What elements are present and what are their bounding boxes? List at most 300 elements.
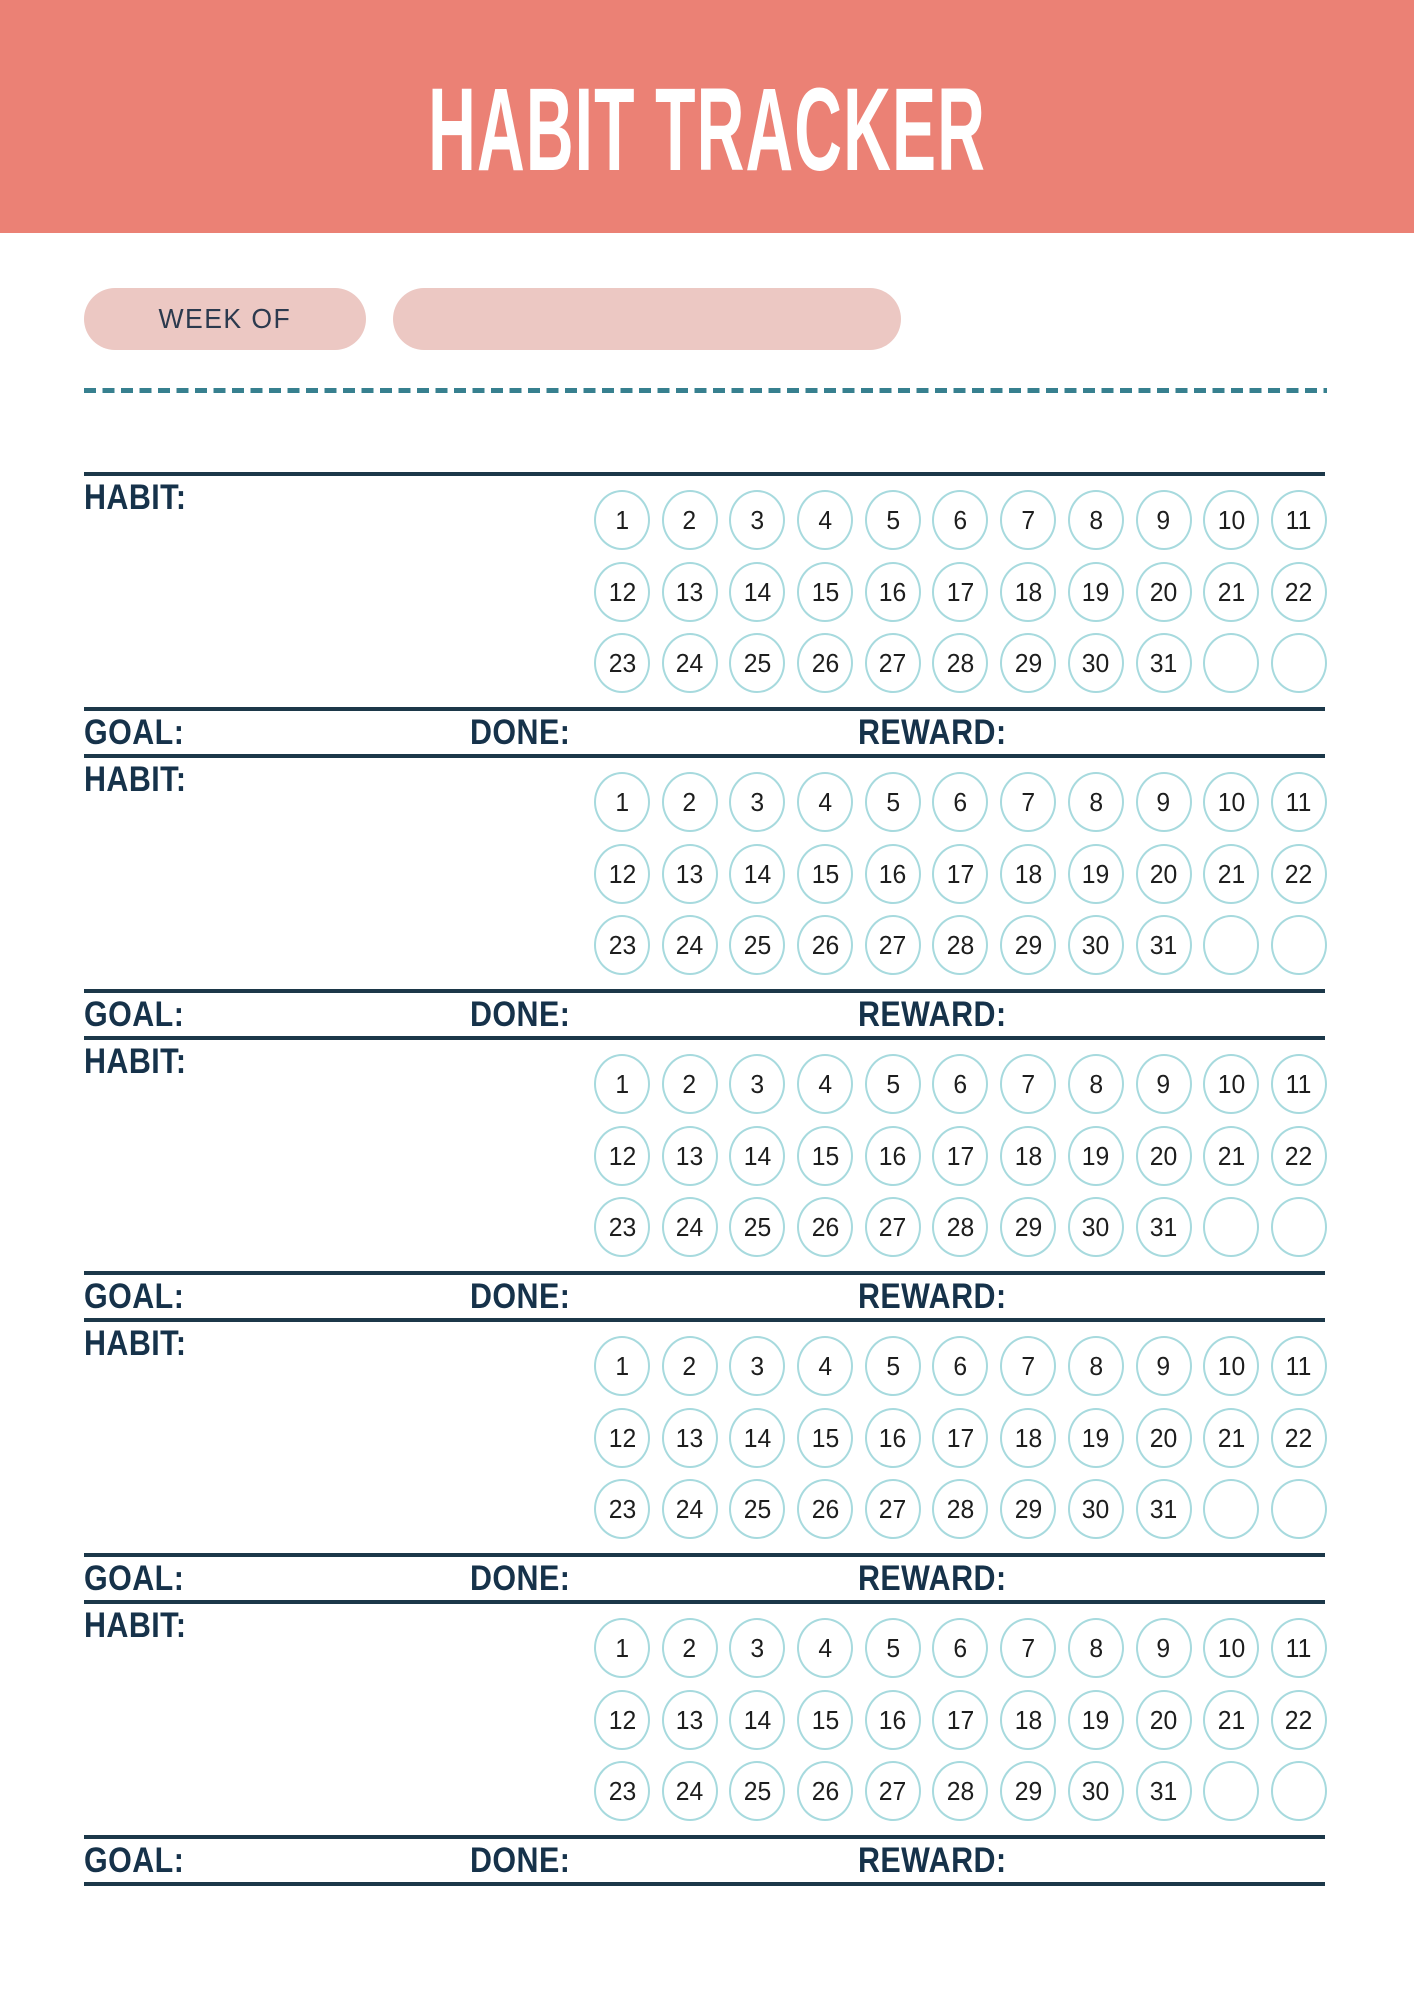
day-circle-row: [594, 633, 1327, 693]
day-circle[interactable]: [932, 1618, 988, 1678]
day-number: 27: [879, 1211, 907, 1242]
section-bottom-rule: [84, 1882, 1325, 1886]
day-circle[interactable]: [865, 490, 921, 550]
day-number: 21: [1217, 858, 1245, 889]
day-number: 15: [811, 1704, 839, 1735]
section-mid-rule: [84, 1553, 1325, 1557]
day-circle[interactable]: [797, 490, 853, 550]
blank-day-circle[interactable]: [1271, 1479, 1327, 1539]
day-circle[interactable]: [1136, 1126, 1192, 1186]
day-circle[interactable]: [1271, 490, 1327, 550]
day-circle[interactable]: [594, 844, 650, 904]
day-circle-row: [594, 562, 1327, 622]
day-circle[interactable]: [662, 1761, 718, 1821]
day-circle[interactable]: [729, 562, 785, 622]
day-circle[interactable]: [1136, 1054, 1192, 1114]
day-circle[interactable]: [1068, 844, 1124, 904]
day-number: 26: [811, 1493, 839, 1524]
day-number: 6: [953, 786, 968, 817]
day-circle[interactable]: [932, 562, 988, 622]
day-circle[interactable]: [865, 1690, 921, 1750]
day-circle[interactable]: [594, 1197, 650, 1257]
day-circle[interactable]: [594, 1054, 650, 1114]
day-circle[interactable]: [594, 1479, 650, 1539]
day-number: 27: [879, 1493, 907, 1524]
week-of-label: WEEK OF: [158, 303, 292, 334]
day-number: 14: [743, 1422, 772, 1453]
day-circle[interactable]: [662, 1408, 718, 1468]
day-circle-row: [594, 1336, 1327, 1396]
day-circle[interactable]: [1068, 1054, 1124, 1114]
section-top-rule: [84, 754, 1325, 758]
day-number: 12: [608, 858, 636, 889]
day-circle[interactable]: [594, 1761, 650, 1821]
day-circle[interactable]: [1136, 915, 1192, 975]
day-circle[interactable]: [797, 562, 853, 622]
day-number: 30: [1082, 1211, 1110, 1242]
day-number: 2: [682, 1632, 697, 1663]
day-number: 16: [879, 1704, 907, 1735]
day-number: 27: [879, 929, 907, 960]
day-circle[interactable]: [1068, 915, 1124, 975]
day-circle[interactable]: [1000, 1690, 1056, 1750]
day-number: 24: [675, 929, 704, 960]
day-number: 21: [1217, 1422, 1245, 1453]
day-number: 22: [1285, 1422, 1313, 1453]
section-top-rule: [84, 1318, 1325, 1322]
day-number: 10: [1217, 504, 1245, 535]
day-circle[interactable]: [932, 772, 988, 832]
day-circle[interactable]: [865, 1336, 921, 1396]
day-circle[interactable]: [797, 1408, 853, 1468]
day-circle[interactable]: [662, 562, 718, 622]
day-number: 27: [879, 1775, 907, 1806]
day-number: 31: [1149, 647, 1178, 678]
section-mid-rule: [84, 707, 1325, 711]
habit-label: HABIT:: [84, 478, 187, 517]
day-circle[interactable]: [797, 633, 853, 693]
day-circle[interactable]: [932, 844, 988, 904]
day-circle[interactable]: [932, 915, 988, 975]
day-number: 4: [818, 504, 832, 535]
day-circle[interactable]: [1271, 1126, 1327, 1186]
day-number: 26: [811, 647, 839, 678]
day-circle[interactable]: [662, 1479, 718, 1539]
day-circle[interactable]: [662, 915, 718, 975]
day-circle[interactable]: [1203, 1054, 1259, 1114]
day-circle[interactable]: [1203, 844, 1259, 904]
day-circle[interactable]: [797, 1054, 853, 1114]
day-circle[interactable]: [594, 1336, 650, 1396]
day-number: 7: [1021, 1350, 1035, 1381]
day-number: 22: [1285, 1704, 1313, 1735]
day-number: 9: [1156, 1068, 1171, 1099]
day-number: 10: [1217, 1632, 1245, 1663]
day-circle[interactable]: [729, 633, 785, 693]
day-circle-row: [594, 1479, 1327, 1539]
day-number: 7: [1021, 1632, 1035, 1663]
day-circle[interactable]: [1203, 1336, 1259, 1396]
day-number: 16: [879, 576, 907, 607]
day-circle[interactable]: [594, 490, 650, 550]
day-circle[interactable]: [1068, 1197, 1124, 1257]
day-circle[interactable]: [729, 490, 785, 550]
reward-label: REWARD:: [858, 1841, 1007, 1880]
day-circle[interactable]: [729, 1336, 785, 1396]
blank-day-circle[interactable]: [1203, 1761, 1259, 1821]
day-number: 25: [743, 1775, 772, 1806]
day-number: 20: [1149, 1140, 1178, 1171]
blank-day-circle[interactable]: [1271, 1197, 1327, 1257]
day-circle[interactable]: [729, 1197, 785, 1257]
day-circle[interactable]: [797, 772, 853, 832]
day-circle[interactable]: [797, 1336, 853, 1396]
day-number: 14: [743, 858, 772, 889]
day-circle[interactable]: [1203, 1408, 1259, 1468]
day-circle[interactable]: [1271, 844, 1327, 904]
day-circle[interactable]: [932, 1197, 988, 1257]
day-number: 12: [608, 1704, 636, 1735]
day-circle[interactable]: [729, 1126, 785, 1186]
goal-label: GOAL:: [84, 713, 185, 752]
day-number: 20: [1149, 1422, 1178, 1453]
day-circle[interactable]: [1136, 1479, 1192, 1539]
day-circle[interactable]: [1203, 562, 1259, 622]
day-circle[interactable]: [1000, 1408, 1056, 1468]
day-circle[interactable]: [1271, 1408, 1327, 1468]
day-circle[interactable]: [1000, 562, 1056, 622]
day-number: 13: [675, 1704, 704, 1735]
day-number: 25: [743, 1211, 772, 1242]
day-circle[interactable]: [1136, 1408, 1192, 1468]
day-circle[interactable]: [1068, 1618, 1124, 1678]
day-circle[interactable]: [1000, 772, 1056, 832]
day-number: 24: [675, 1775, 704, 1806]
day-circle[interactable]: [1068, 1336, 1124, 1396]
day-number: 11: [1286, 1350, 1312, 1381]
day-circle[interactable]: [797, 915, 853, 975]
day-circle[interactable]: [662, 490, 718, 550]
day-number: 14: [743, 1704, 772, 1735]
day-circle[interactable]: [932, 1479, 988, 1539]
day-circle[interactable]: [932, 1761, 988, 1821]
day-circle[interactable]: [1203, 1690, 1259, 1750]
day-number: 18: [1014, 576, 1042, 607]
day-circle[interactable]: [1271, 772, 1327, 832]
day-circle[interactable]: [729, 1618, 785, 1678]
day-number: 29: [1014, 1493, 1042, 1524]
day-circle[interactable]: [865, 1054, 921, 1114]
day-circle[interactable]: [1000, 1197, 1056, 1257]
day-circle[interactable]: [1136, 633, 1192, 693]
day-circle[interactable]: [1271, 562, 1327, 622]
day-circle[interactable]: [594, 915, 650, 975]
day-circle[interactable]: [729, 1054, 785, 1114]
day-circle-row: [594, 1408, 1327, 1468]
day-number: 6: [953, 1632, 968, 1663]
day-circle[interactable]: [932, 1336, 988, 1396]
day-number: 2: [682, 1068, 697, 1099]
day-number: 17: [946, 576, 975, 607]
day-circle[interactable]: [1136, 490, 1192, 550]
day-number: 4: [818, 1350, 832, 1381]
day-circle[interactable]: [662, 1197, 718, 1257]
day-number: 7: [1021, 786, 1035, 817]
day-number: 17: [946, 1704, 975, 1735]
day-number: 14: [743, 1140, 772, 1171]
day-circle[interactable]: [1271, 1336, 1327, 1396]
day-number: 10: [1217, 1350, 1245, 1381]
day-circle[interactable]: [662, 1690, 718, 1750]
day-circle[interactable]: [865, 1408, 921, 1468]
day-circle[interactable]: [932, 633, 988, 693]
day-circle[interactable]: [1000, 1479, 1056, 1539]
day-circle[interactable]: [1068, 562, 1124, 622]
habit-label: HABIT:: [84, 1324, 187, 1363]
day-circle[interactable]: [797, 844, 853, 904]
day-number: 29: [1014, 1211, 1042, 1242]
day-number: 21: [1217, 576, 1245, 607]
day-circle[interactable]: [865, 1479, 921, 1539]
day-circle[interactable]: [1000, 844, 1056, 904]
day-circle[interactable]: [729, 844, 785, 904]
day-circle[interactable]: [1203, 1618, 1259, 1678]
day-circle[interactable]: [797, 1479, 853, 1539]
day-circle[interactable]: [594, 1126, 650, 1186]
done-label: DONE:: [470, 1841, 571, 1880]
section-top-rule: [84, 472, 1325, 476]
day-circle[interactable]: [729, 915, 785, 975]
day-circle[interactable]: [1000, 915, 1056, 975]
day-circle[interactable]: [865, 633, 921, 693]
goal-label: GOAL:: [84, 995, 185, 1034]
day-number: 2: [682, 786, 697, 817]
day-number: 7: [1021, 504, 1035, 535]
day-circle[interactable]: [662, 1336, 718, 1396]
blank-day-circle[interactable]: [1203, 1197, 1259, 1257]
day-number: 9: [1156, 504, 1171, 535]
day-circle[interactable]: [662, 772, 718, 832]
header-banner: [0, 0, 1414, 233]
blank-day-circle[interactable]: [1271, 1761, 1327, 1821]
day-number: 1: [615, 1350, 629, 1381]
day-circle[interactable]: [1068, 1126, 1124, 1186]
day-circle-row: [594, 1126, 1327, 1186]
day-number: 25: [743, 929, 772, 960]
day-number: 20: [1149, 858, 1178, 889]
day-circle[interactable]: [865, 562, 921, 622]
day-number: 8: [1088, 1068, 1103, 1099]
day-number: 12: [608, 1140, 636, 1171]
day-circle[interactable]: [797, 1690, 853, 1750]
day-number: 22: [1285, 576, 1313, 607]
day-number: 13: [675, 1140, 704, 1171]
day-number: 15: [811, 1422, 839, 1453]
day-number: 15: [811, 1140, 839, 1171]
day-number: 17: [946, 1140, 975, 1171]
day-circle[interactable]: [1136, 844, 1192, 904]
day-number: 3: [750, 1068, 765, 1099]
day-circle[interactable]: [1203, 772, 1259, 832]
day-number: 1: [615, 1632, 629, 1663]
day-number: 5: [885, 1632, 900, 1663]
day-circle[interactable]: [1136, 1197, 1192, 1257]
day-circle[interactable]: [1068, 633, 1124, 693]
day-circle[interactable]: [662, 633, 718, 693]
week-of-input-field[interactable]: [393, 288, 901, 350]
day-circle[interactable]: [594, 1618, 650, 1678]
day-circle[interactable]: [865, 1761, 921, 1821]
day-circle[interactable]: [1068, 490, 1124, 550]
day-circle[interactable]: [1068, 1408, 1124, 1468]
day-number: 9: [1156, 786, 1171, 817]
day-number: 4: [818, 1068, 832, 1099]
day-number: 28: [946, 1775, 975, 1806]
day-circle[interactable]: [1136, 1336, 1192, 1396]
day-circle[interactable]: [594, 1408, 650, 1468]
day-circle[interactable]: [1136, 1690, 1192, 1750]
day-circle-row: [594, 915, 1327, 975]
day-circle[interactable]: [865, 1197, 921, 1257]
day-circle[interactable]: [1271, 1690, 1327, 1750]
day-circle[interactable]: [865, 1618, 921, 1678]
day-circle[interactable]: [1000, 1618, 1056, 1678]
day-circle[interactable]: [1068, 1479, 1124, 1539]
day-number: 9: [1156, 1632, 1171, 1663]
day-number: 5: [885, 786, 900, 817]
day-number: 1: [615, 504, 629, 535]
day-number: 2: [682, 1350, 697, 1381]
day-circle[interactable]: [594, 772, 650, 832]
day-number: 6: [953, 504, 968, 535]
day-circle[interactable]: [1271, 1618, 1327, 1678]
day-number: 27: [879, 647, 907, 678]
day-circle-row: [594, 1054, 1327, 1114]
day-circle[interactable]: [1271, 1054, 1327, 1114]
day-number: 3: [750, 786, 765, 817]
day-circle[interactable]: [662, 1126, 718, 1186]
day-number: 30: [1082, 1775, 1110, 1806]
day-number: 5: [885, 1068, 900, 1099]
day-circle[interactable]: [932, 1126, 988, 1186]
goal-label: GOAL:: [84, 1559, 185, 1598]
day-circle[interactable]: [594, 633, 650, 693]
reward-label: REWARD:: [858, 995, 1007, 1034]
day-number: 4: [818, 1632, 832, 1663]
day-number: 20: [1149, 1704, 1178, 1735]
day-circle[interactable]: [1068, 1761, 1124, 1821]
day-number: 3: [750, 1632, 765, 1663]
day-circle[interactable]: [932, 490, 988, 550]
day-circle[interactable]: [932, 1690, 988, 1750]
day-circle[interactable]: [932, 1408, 988, 1468]
day-circle[interactable]: [1203, 490, 1259, 550]
day-number: 24: [675, 1493, 704, 1524]
done-label: DONE:: [470, 1277, 571, 1316]
done-label: DONE:: [470, 713, 571, 752]
day-circle[interactable]: [1136, 562, 1192, 622]
day-number: 30: [1082, 647, 1110, 678]
day-number: 30: [1082, 929, 1110, 960]
day-circle-row: [594, 772, 1327, 832]
done-label: DONE:: [470, 995, 571, 1034]
day-circle[interactable]: [729, 1408, 785, 1468]
blank-day-circle[interactable]: [1203, 915, 1259, 975]
day-number: 4: [818, 786, 832, 817]
day-circle[interactable]: [1136, 1761, 1192, 1821]
day-number: 29: [1014, 647, 1042, 678]
done-label: DONE:: [470, 1559, 571, 1598]
blank-day-circle[interactable]: [1271, 633, 1327, 693]
day-circle[interactable]: [662, 844, 718, 904]
day-circle[interactable]: [1136, 772, 1192, 832]
day-number: 19: [1082, 1140, 1110, 1171]
day-circle[interactable]: [865, 1126, 921, 1186]
day-number: 18: [1014, 1704, 1042, 1735]
blank-day-circle[interactable]: [1271, 915, 1327, 975]
day-circle[interactable]: [797, 1761, 853, 1821]
day-number: 8: [1088, 1350, 1103, 1381]
day-circle[interactable]: [1000, 490, 1056, 550]
day-circle-row: [594, 1761, 1327, 1821]
day-number: 23: [608, 929, 636, 960]
day-circle[interactable]: [865, 772, 921, 832]
day-circle[interactable]: [797, 1126, 853, 1186]
reward-label: REWARD:: [858, 713, 1007, 752]
day-circle-row: [594, 1690, 1327, 1750]
day-circle[interactable]: [729, 772, 785, 832]
day-circle[interactable]: [1068, 1690, 1124, 1750]
day-number: 19: [1082, 576, 1110, 607]
day-number: 12: [608, 576, 636, 607]
day-circle[interactable]: [1136, 1618, 1192, 1678]
day-circle[interactable]: [865, 844, 921, 904]
day-circle[interactable]: [1068, 772, 1124, 832]
day-circle[interactable]: [865, 915, 921, 975]
day-circle[interactable]: [662, 1618, 718, 1678]
day-number: 25: [743, 1493, 772, 1524]
day-circle[interactable]: [729, 1761, 785, 1821]
day-circle[interactable]: [1203, 1126, 1259, 1186]
day-circle-row: [594, 490, 1327, 550]
day-number: 11: [1286, 504, 1312, 535]
day-circle[interactable]: [797, 1197, 853, 1257]
day-circle[interactable]: [932, 1054, 988, 1114]
blank-day-circle[interactable]: [1203, 633, 1259, 693]
day-number: 12: [608, 1422, 636, 1453]
day-circle[interactable]: [1000, 1126, 1056, 1186]
blank-day-circle[interactable]: [1203, 1479, 1259, 1539]
day-number: 29: [1014, 929, 1042, 960]
day-number: 31: [1149, 1493, 1178, 1524]
day-circle[interactable]: [729, 1690, 785, 1750]
day-circle[interactable]: [1000, 1336, 1056, 1396]
day-number: 28: [946, 1211, 975, 1242]
day-number: 16: [879, 1140, 907, 1171]
day-circle-row: [594, 844, 1327, 904]
day-circle[interactable]: [594, 562, 650, 622]
day-circle[interactable]: [1000, 1761, 1056, 1821]
day-circle[interactable]: [1000, 633, 1056, 693]
day-circle[interactable]: [594, 1690, 650, 1750]
day-circle[interactable]: [797, 1618, 853, 1678]
day-number: 13: [675, 576, 704, 607]
reward-label: REWARD:: [858, 1559, 1007, 1598]
day-circle[interactable]: [729, 1479, 785, 1539]
day-circle[interactable]: [1000, 1054, 1056, 1114]
day-circle[interactable]: [662, 1054, 718, 1114]
week-of-label-pill: [84, 288, 366, 350]
